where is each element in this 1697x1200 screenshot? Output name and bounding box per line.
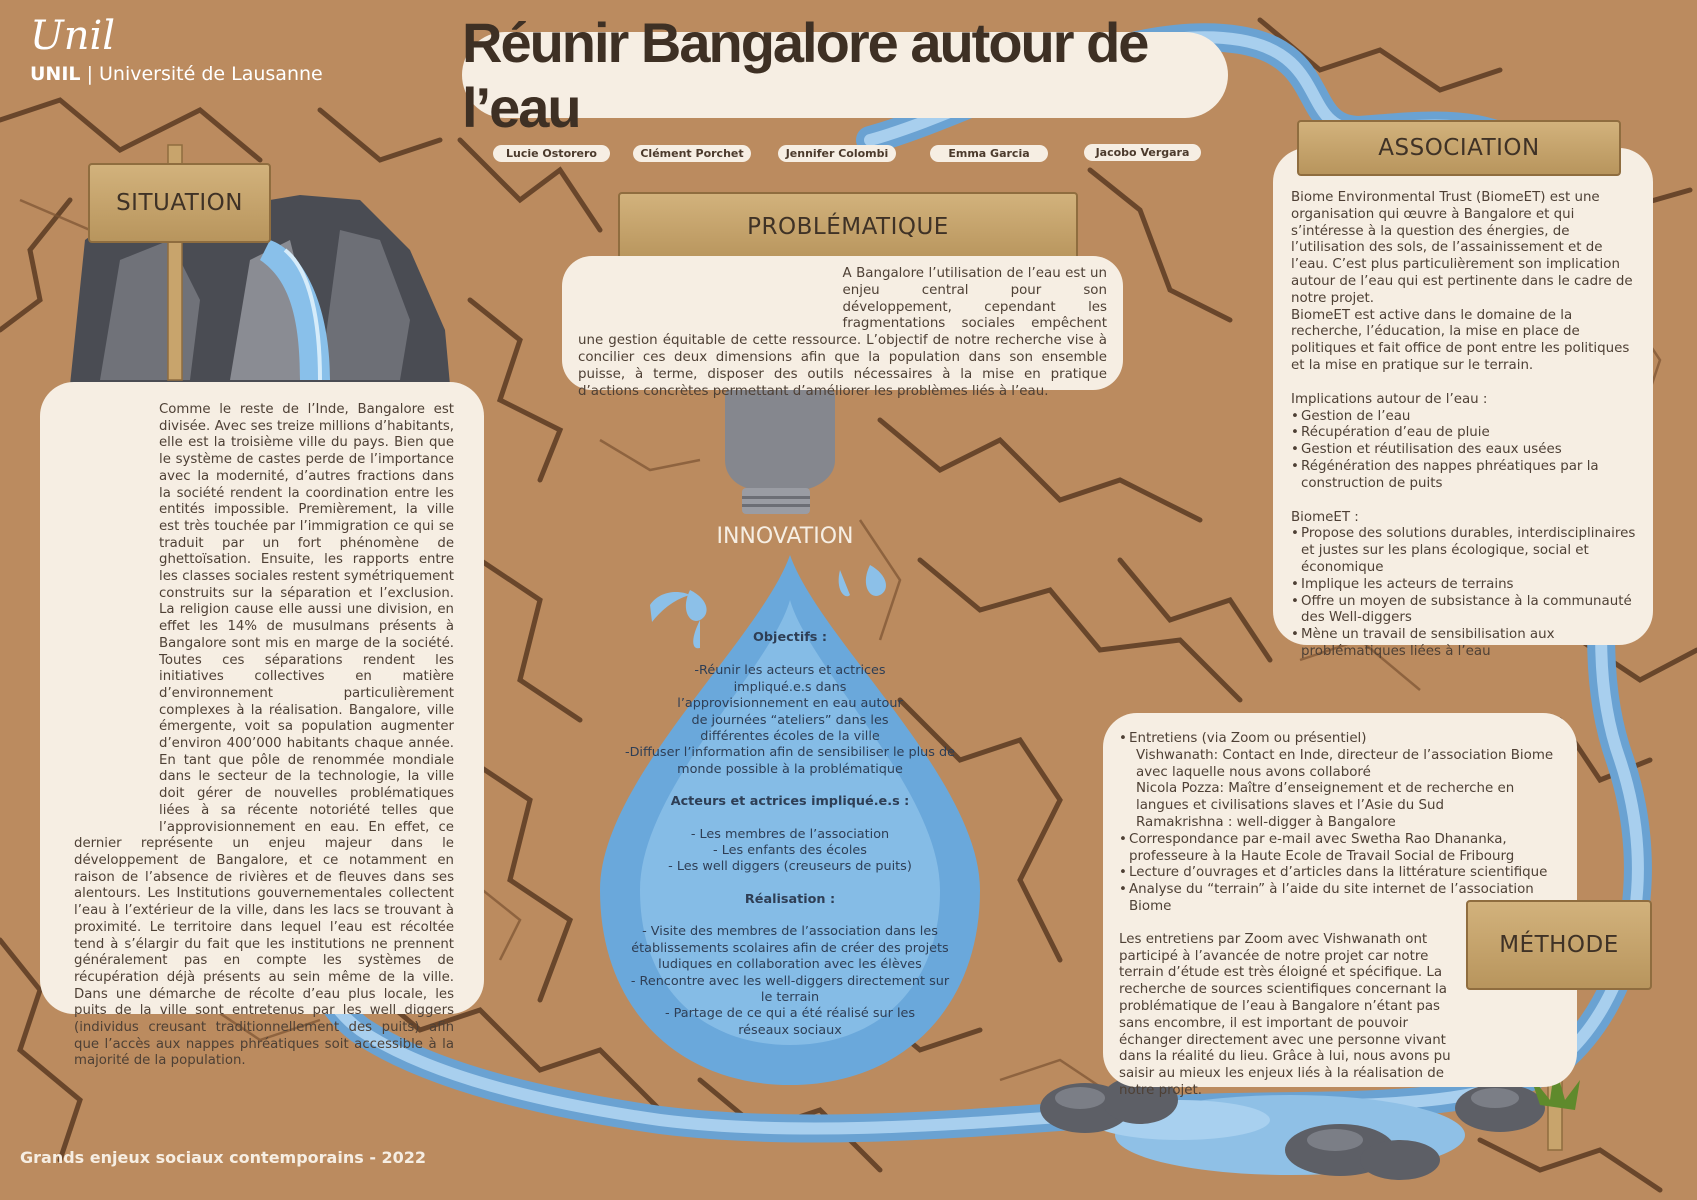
situation-panel <box>40 382 484 1069</box>
implication-item: • Régénération des nappes phréatiques par la construction de puits <box>1291 459 1641 493</box>
realisation-2: - Rencontre avec les well-diggers directement sur le terrain <box>630 973 950 1005</box>
association-p2: BiomeET est active dans le domaine de la recherche, l’éducation, la mise en place de politiques et fait office de pont entre les politiques et la mise en pratique sur le terrain. <box>1291 307 1630 373</box>
india-map-space <box>74 624 159 834</box>
poster-title: Réunir Bangalore autour de l’eau <box>462 32 1228 118</box>
objectif-2: -Diffuser l’information afin de sensibiliser le plus de monde possible à la problématique <box>624 745 956 777</box>
implications-list <box>1291 409 1641 493</box>
unil-name: Université de Lausanne <box>99 63 323 85</box>
unil-abbr: UNIL <box>30 63 81 85</box>
acteur-2: - Les enfants des écoles <box>713 843 867 859</box>
objectifs-title: Objectifs : <box>753 630 827 645</box>
association-p1: Biome Environmental Trust (BiomeET) est une organisation qui œuvre à Bangalore et qui s’intéresse à la question des énergies, de l’utilisation des sols, de l’assainissement et de l’eau. C’est plus particulièrement son implication autour de l’eau qui est pertinente dans le cadre de notre projet. <box>1291 190 1633 306</box>
unil-logo <box>30 15 323 85</box>
methode-item: • Entretiens (via Zoom ou présentiel) <box>1119 731 1563 748</box>
situation-heading: SITUATION <box>88 163 271 243</box>
association-heading: ASSOCIATION <box>1297 120 1621 176</box>
author-2: Clément Porchet <box>633 145 751 162</box>
implication-item: • Récupération d’eau de pluie <box>1291 425 1641 442</box>
footer-text: Grands enjeux sociaux contemporains - 2022 <box>20 1148 427 1167</box>
implication-item: • Gestion de l’eau <box>1291 409 1641 426</box>
problematique-panel <box>562 256 1123 399</box>
situation-text: Comme le reste de l’Inde, Bangalore est divisée. Avec ses treize millions d’habitants, elle est la troisième ville du pays. Bien que le système de castes perde de l’importance avec la modernité, d’autres fractions dans la société rendent la coordination entre les entités impossible. Premièrement, la ville est très touchée par l’immigration ce qui se traduit par un fort phénomène de ghettoïsation. Ensuite, les rapports entre les classes sociales restent symétriquement construits sur la séparation et l’exclusion. La religion cause elle aussi une division, en effet les 14% de musulmans présents à Bangalore sont mis en marge de la société. Toutes ces séparations rendent les initiatives collectives en matière d’environnement particulièrement complexes à la réalisation. Bangalore, ville émergente, voit sa population augmenter d’environ 400’000 habitants chaque année. En tant que pôle de renommée mondiale dans le secteur de la technologie, la ville doit gérer de nouvelles problématiques liées à sa récente notoriété telles que l’approvisionnement en eau. En effet, ce dernier représente un enjeu majeur dans le développement de Bangalore, et ce notamment en raison de l’absence de rivières et de fleuves dans ses alentours. Les Institutions gouvernementales collectent l’eau à l’extérieur de la ville, dans les lacs se trouvant à proximité. Le territoire dans lequel l’eau est récoltée tend à s’élargir du fait que les institutions ne prennent généralement pas en compte les systèmes de récupération déjà présents au sein même de la ville. Dans une démarche de récolte d’eau plus locale, les puits de la ville sont entretenus par les well diggers (individus creusant traditionnellement des puits) afin que l’accès aux nappes phréatiques soit accessible à la majorité de la population. <box>74 402 454 1069</box>
association-content <box>1291 190 1641 661</box>
methode-sub-2: Nicola Pozza: Maître d’enseignement et de recherche en langues et civilisations slaves et l’Asie du Sud <box>1136 781 1515 814</box>
association-panel <box>1273 148 1653 659</box>
acteur-1: - Les membres de l’association <box>690 826 890 842</box>
biome-title: BiomeET : <box>1291 509 1359 525</box>
unil-logo-text <box>30 63 323 85</box>
problematique-text: A Bangalore l’utilisation de l’eau est un enjeu central pour son développement, cependant les fragmentations sociales empêchent une gestion équitable de cette ressource. L’objectif de notre recherche vise à concilier ces deux dimensions afin que la population dans son ensemble puisse, à terme, disposer des outils nécessaires à la mise en pratique d’actions concrètes permettant d’améliorer les problèmes liés à l’eau. <box>578 266 1107 399</box>
problematique-heading: PROBLÉMATIQUE <box>618 192 1078 262</box>
biome-item: • Mène un travail de sensibilisation aux problématiques liées à l’eau <box>1291 627 1641 661</box>
unil-separator: | <box>86 63 93 85</box>
biome-list <box>1291 526 1641 660</box>
realisation-1: - Visite des membres de l’association dans les établissements scolaires afin de créer des projets ludiques en collaboration avec les élèves <box>631 924 949 973</box>
methode-item: • Correspondance par e-mail avec Swetha Rao Dhananka, professeure à la Haute Ecole de Travail Social de Fribourg <box>1119 832 1563 866</box>
methode-heading: MÉTHODE <box>1466 900 1652 990</box>
innovation-heading: INNOVATION <box>716 524 854 549</box>
biome-item: • Implique les acteurs de terrains <box>1291 577 1641 594</box>
author-5: Jacobo Vergara <box>1084 144 1201 161</box>
unil-logo-script: Unil <box>30 13 116 59</box>
author-4: Emma Garcia <box>930 145 1048 162</box>
methode-item: • Analyse du “terrain” à l’aide du site internet de l’association Biome <box>1119 882 1563 916</box>
methode-item: • Lecture d’ouvrages et d’articles dans la littérature scientifique <box>1119 865 1563 882</box>
author-3: Jennifer Colombi <box>778 145 896 162</box>
implications-title: Implications autour de l’eau : <box>1291 391 1488 407</box>
implication-item: • Gestion et réutilisation des eaux usées <box>1291 442 1641 459</box>
author-1: Lucie Ostorero <box>493 145 610 162</box>
realisation-title: Réalisation : <box>744 891 836 907</box>
objectif-1: -Réunir les acteurs et actrices impliqué.e.s dans l’approvisionnement en eau autour de journées “ateliers” dans les différentes écoles de la ville <box>677 663 903 745</box>
biome-item: • Offre un moyen de subsistance à la communauté des Well-diggers <box>1291 594 1641 628</box>
acteur-3: - Les well diggers (creuseurs de puits) <box>668 859 912 875</box>
realisation-3: - Partage de ce qui a été réalisé sur les réseaux sociaux <box>664 1006 916 1038</box>
acteurs-title: Acteurs et actrices impliqué.e.s : <box>670 794 910 810</box>
methode-paragraph: Les entretiens par Zoom avec Vishwanath ont participé à l’avancée de notre projet car notre terrain d’étude est très éloigné et spécifique. La recherche de sources scientifiques concernant la problématique de l’eau à Bangalore n’étant pas sans encombre, il est important de pouvoir échanger directement avec une personne vivant dans la réalité du lieu. Grâce à lui, nous avons pu saisir au mieux les enjeux liés à la réalisation de notre projet. <box>1119 931 1451 1098</box>
methode-sub-3: Ramakrishna : well-digger à Bangalore <box>1136 814 1396 830</box>
methode-sub-1: Vishwanath: Contact en Inde, directeur de l’association Biome avec laquelle nous avons collaboré <box>1136 747 1554 780</box>
biome-item: • Propose des solutions durables, interdisciplinaires et justes sur les plans écologique, social et économique <box>1291 526 1641 576</box>
innovation-drop-content <box>624 630 956 1039</box>
